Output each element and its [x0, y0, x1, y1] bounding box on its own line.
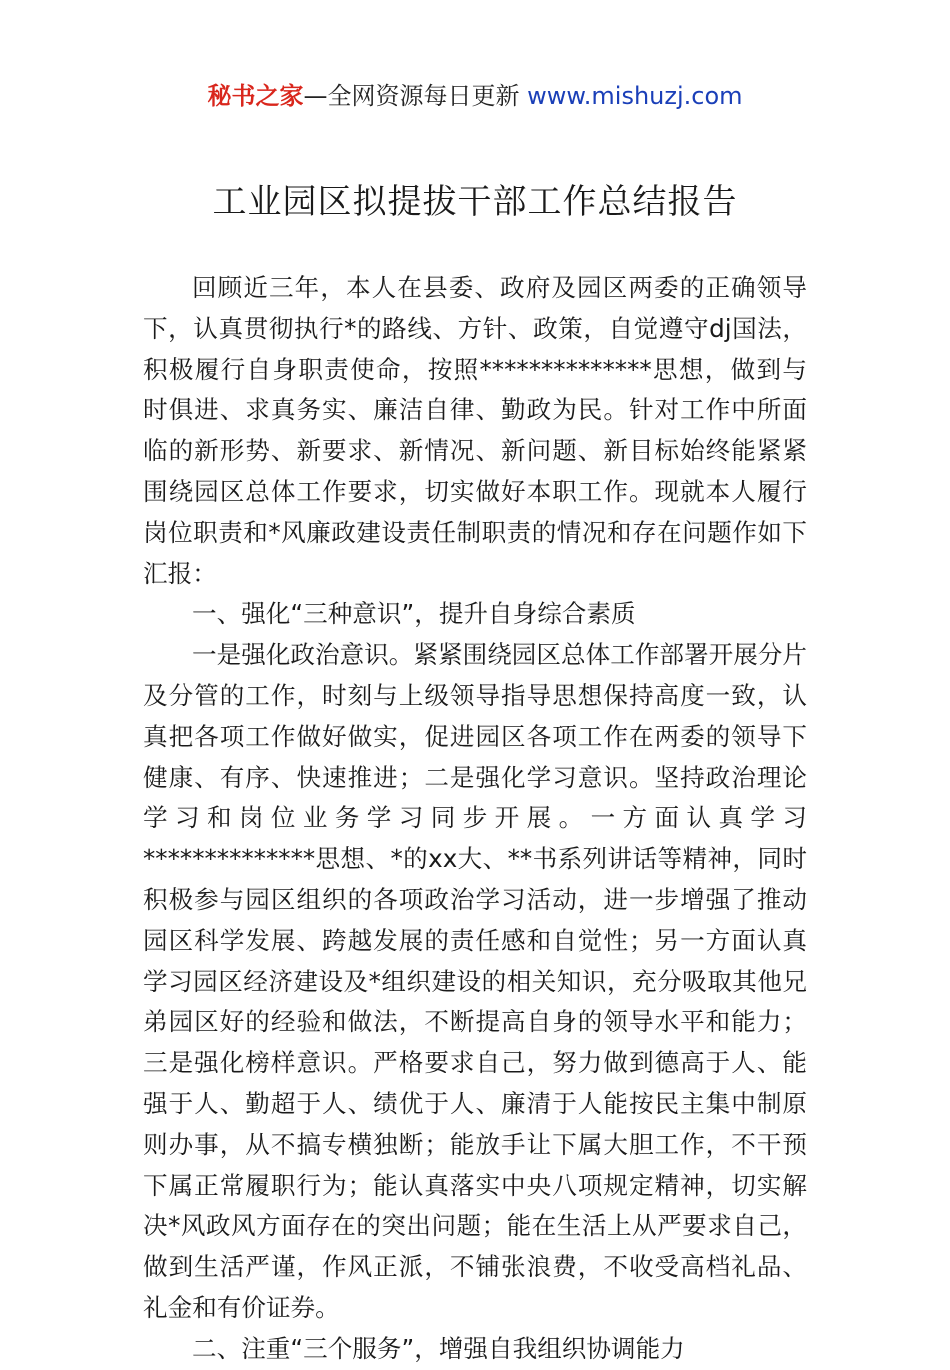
brand-name: 秘书之家 — [207, 82, 304, 110]
section-heading-2: 二、注重“三个服务”，增强自我组织协调能力 — [192, 1333, 685, 1363]
header-tagline: —全网资源每日更新 — [303, 82, 528, 110]
document-body — [143, 268, 807, 1370]
section-heading-1: 一、强化“三种意识”，提升自身综合素质 — [192, 599, 636, 629]
site-url-link[interactable]: www.mishuzj.com — [527, 82, 743, 110]
site-header — [0, 78, 950, 114]
intro-paragraph: 回顾近三年，本人在县委、政府及园区两委的正确领导下，认真贯彻执行*的路线、方针、政策，自觉遵守dj国法，积极履行自身职责使命，按照**************思想，做到与时俱进、求真务实、廉洁自律、勤政为民。针对工作中所面临的新形势、新要求、新情况、新问题、新目标始终能紧紧围绕园区总体工作要求，切实做好本职工作。现就本人履行岗位职责和*风廉政建设责任制职责的情况和存在问题作如下汇报： — [143, 273, 807, 588]
section-1-paragraph: 一是强化政治意识。紧紧围绕园区总体工作部署开展分片及分管的工作，时刻与上级领导指导思想保持高度一致，认真把各项工作做好做实，促进园区各项工作在两委的领导下健康、有序、快速推进；二是强化学习意识。坚持政治理论学习和岗位业务学习同步开展。一方面认真学习**************思想、*的xx大、**书系列讲话等精神，同时积极参与园区组织的各项政治学习活动，进一步增强了推动园区科学发展、跨越发展的责任感和自觉性；另一方面认真学习园区经济建设及*组织建设的相关知识，充分吸取其他兄弟园区好的经验和做法，不断提高自身的领导水平和能力；三是强化榜样意识。严格要求自己，努力做到德高于人、能强于人、勤超于人、绩优于人、廉清于人能按民主集中制原则办事，从不搞专横独断；能放手让下属大胆工作，不干预下属正常履职行为；能认真落实中央八项规定精神，切实解决*风政风方面存在的突出问题；能在生活上从严要求自己，做到生活严谨，作风正派，不铺张浪费，不收受高档礼品、礼金和有价证券。 — [143, 640, 807, 1322]
document-title: 工业园区拟提拔干部工作总结报告 — [212, 182, 738, 222]
